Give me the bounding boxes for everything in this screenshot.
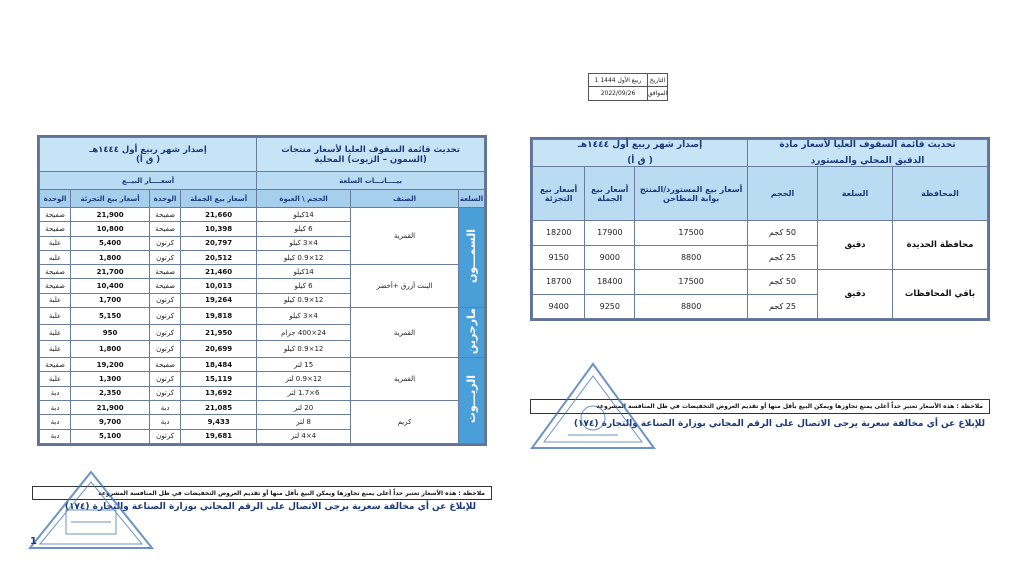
hijri-date-label: التاريخ — [647, 74, 667, 86]
size-cell: 12×0.9 كيلو — [257, 341, 351, 358]
left-table-issue — [40, 138, 257, 172]
unit-cell: دبة — [150, 415, 181, 429]
unit-cell: كرتون — [150, 324, 181, 341]
retail-cell: 5,150 — [71, 308, 150, 325]
retail-cell: 9,700 — [71, 415, 150, 429]
size-cell: 12×0.9 لتر — [257, 372, 351, 386]
table-row — [40, 358, 485, 372]
size-cell: 14كيلو — [257, 265, 351, 279]
col-unit-retail: الوحدة — [40, 190, 71, 208]
left-note: ملاحظة : هذه الأسعار تعتبر حداً أعلى يمنع تجاوزها ويمكن البيع بأقل منها أو تقديم العروض التخفيضات في ظل المنافسة المشروعة — [32, 486, 492, 500]
unit-cell: علبة — [40, 324, 71, 341]
table-row — [40, 308, 485, 325]
retail-cell: 5,400 — [71, 236, 150, 250]
left-title-line1: تحديث قائمة السقوف العليا لأسعار منتجات — [281, 144, 460, 155]
size-cell: 12×0.9 كيلو — [257, 250, 351, 264]
size-cell: 24×400 جرام — [257, 324, 351, 341]
size-cell: 50 كجم — [748, 270, 818, 295]
date-box — [588, 73, 668, 101]
category-label — [459, 358, 485, 444]
category-text: الزيـــوت — [465, 374, 478, 424]
retail-cell: 21,700 — [71, 265, 150, 279]
size-cell: 6 كيلو — [257, 279, 351, 293]
unit-cell: صفيحة — [40, 222, 71, 236]
wholesale-cell: 20,512 — [181, 250, 257, 264]
retail-cell: 9150 — [533, 245, 585, 270]
variety-cell: القمرية — [351, 308, 459, 358]
unit-cell: كرتون — [150, 236, 181, 250]
wholesale-cell: 19,818 — [181, 308, 257, 325]
gregorian-date-label: الموافق — [647, 87, 667, 100]
size-cell: 20 لتر — [257, 401, 351, 415]
wholesale-cell: 21,085 — [181, 401, 257, 415]
category-text: مارجرين — [465, 308, 478, 355]
unit-cell: صفيحة — [150, 265, 181, 279]
retail-cell: 2,350 — [71, 386, 150, 400]
category-label — [459, 308, 485, 358]
governorate-cell: باقي المحافظات — [893, 270, 988, 319]
wholesale-cell: 20,797 — [181, 236, 257, 250]
wholesale-cell: 21,660 — [181, 208, 257, 222]
retail-cell: 19,200 — [71, 358, 150, 372]
unit-cell: دبة — [40, 429, 71, 443]
left-title-line2: (السمون – الزيوت) المحلية — [314, 154, 427, 165]
unit-cell: دبة — [40, 401, 71, 415]
mill-cell: 17500 — [635, 221, 748, 246]
wholesale-cell: 9000 — [585, 245, 635, 270]
table-row — [40, 265, 485, 279]
retail-cell: 21,900 — [71, 401, 150, 415]
retail-cell: 18200 — [533, 221, 585, 246]
unit-cell: كرتون — [150, 429, 181, 443]
unit-cell: دبة — [150, 401, 181, 415]
left-currency: ( ق أ) — [135, 154, 161, 165]
retail-cell: 1,300 — [71, 372, 150, 386]
commodity-cell: دقيق — [818, 270, 893, 319]
right-table-title — [748, 140, 988, 167]
hijri-date-value: 1 ربيع الأول 1444 — [594, 76, 642, 84]
unit-cell: صفيحة — [40, 265, 71, 279]
variety-cell: القمرية — [351, 208, 459, 265]
mill-cell: 8800 — [635, 294, 748, 319]
table-row — [40, 208, 485, 222]
flour-price-table — [530, 137, 990, 321]
variety-cell: كريم — [351, 401, 459, 444]
wholesale-cell: 19,681 — [181, 429, 257, 443]
wholesale-cell: 18,484 — [181, 358, 257, 372]
governorate-cell: محافظة الحديدة — [893, 221, 988, 270]
unit-cell: كرتون — [150, 308, 181, 325]
wholesale-cell: 21,950 — [181, 324, 257, 341]
col-variety: الصنف — [351, 190, 459, 208]
unit-cell: علبة — [40, 308, 71, 325]
col-governorate: المحافظة — [893, 167, 988, 221]
retail-cell: 21,900 — [71, 208, 150, 222]
wholesale-cell: 21,460 — [181, 265, 257, 279]
retail-cell: 950 — [71, 324, 150, 341]
right-currency: ( ق أ) — [627, 156, 653, 166]
retail-cell: 18700 — [533, 270, 585, 295]
variety-cell: البنت أزرق +أخضر — [351, 265, 459, 308]
variety-cell: القمرية — [351, 358, 459, 401]
page-number: 1 — [30, 536, 37, 547]
category-label — [459, 208, 485, 308]
col-retail-r: أسعار بيع التجزئة — [533, 167, 585, 221]
product-group-header: بيــــانـــات السلعة — [257, 172, 485, 190]
col-wholesale-r: أسعار بيع الجملة — [585, 167, 635, 221]
col-size-r: الحجم — [748, 167, 818, 221]
unit-cell: صفيحة — [40, 358, 71, 372]
unit-cell: صفيحة — [150, 208, 181, 222]
oils-ghee-price-table — [37, 135, 487, 446]
size-cell: 12×0.9 كيلو — [257, 293, 351, 307]
wholesale-cell: 10,398 — [181, 222, 257, 236]
size-cell: 6×1.7 لتر — [257, 386, 351, 400]
wholesale-cell: 15,119 — [181, 372, 257, 386]
ministry-stamp-left — [26, 468, 156, 553]
col-retail: أسعار بيع التجزئة — [71, 190, 150, 208]
size-cell: 8 لتر — [257, 415, 351, 429]
unit-cell: كرتون — [150, 372, 181, 386]
size-cell: 4×4 لتر — [257, 429, 351, 443]
mill-cell: 8800 — [635, 245, 748, 270]
mill-cell: 17500 — [635, 270, 748, 295]
unit-cell: دبة — [40, 386, 71, 400]
unit-cell: علبه — [40, 250, 71, 264]
unit-cell: صفيحة — [150, 279, 181, 293]
unit-cell: صفيحة — [150, 222, 181, 236]
right-title-line1: تحديث قائمة السقوف العليا لأسعار مادة — [779, 140, 956, 150]
unit-cell: صفيحة — [40, 279, 71, 293]
unit-cell: صفيحة — [150, 358, 181, 372]
size-cell: 15 لتر — [257, 358, 351, 372]
wholesale-cell: 10,013 — [181, 279, 257, 293]
col-wholesale: أسعار بيع الجملة — [181, 190, 257, 208]
unit-cell: علبة — [40, 236, 71, 250]
right-title-line2: الدقيق المحلي والمستورد — [810, 156, 925, 166]
wholesale-cell: 13,692 — [181, 386, 257, 400]
size-cell: 4×3 كيلو — [257, 236, 351, 250]
retail-cell: 10,400 — [71, 279, 150, 293]
commodity-cell: دقيق — [818, 221, 893, 270]
left-report-line: للإبلاغ عن أي مخالفة سعرية يرجى الاتصال على الرقم المجاني بوزارة الصناعة والتجارة (١٧٤) — [64, 502, 476, 512]
right-issue-text: إصدار شهر ربيع أول ١٤٤٤هـ — [577, 140, 703, 150]
wholesale-cell: 9,433 — [181, 415, 257, 429]
table-row — [533, 221, 988, 246]
wholesale-cell: 20,699 — [181, 341, 257, 358]
wholesale-cell: 19,264 — [181, 293, 257, 307]
size-cell: 25 كجم — [748, 294, 818, 319]
retail-cell: 1,800 — [71, 250, 150, 264]
size-cell: 25 كجم — [748, 245, 818, 270]
right-note: ملاحظة : هذه الأسعار تعتبر حداً أعلى يمنع تجاوزها ويمكن البيع بأقل منها أو تقديم العروض التخفيضات في ظل المنافسة المشروعة — [530, 399, 990, 414]
size-cell: 50 كجم — [748, 221, 818, 246]
right-report-line: للإبلاغ عن أي مخالفة سعرية يرجى الاتصال على الرقم المجاني بوزارة الصناعة والتجارة (١٧٤) — [573, 419, 985, 429]
retail-cell: 1,700 — [71, 293, 150, 307]
col-unit-wholesale: الوحدة — [150, 190, 181, 208]
retail-cell: 5,100 — [71, 429, 150, 443]
unit-cell: علبة — [40, 372, 71, 386]
retail-cell: 1,800 — [71, 341, 150, 358]
unit-cell: كرتون — [150, 293, 181, 307]
right-table-issue — [533, 140, 748, 167]
unit-cell: كرتون — [150, 386, 181, 400]
wholesale-cell: 9250 — [585, 294, 635, 319]
retail-cell: 9400 — [533, 294, 585, 319]
col-mill-gate: أسعار بيع المستورد/المنتج بوابة المطاحن — [635, 167, 748, 221]
col-commodity-r: السلعة — [818, 167, 893, 221]
table-row — [40, 401, 485, 415]
unit-cell: كرتون — [150, 341, 181, 358]
col-size: الحجم \ العبوة — [257, 190, 351, 208]
unit-cell: علبة — [40, 341, 71, 358]
ministry-stamp-right — [528, 360, 658, 455]
retail-cell: 10,800 — [71, 222, 150, 236]
col-commodity: السلعة — [459, 190, 485, 208]
prices-group-header: أسعــــار البيــع — [40, 172, 257, 190]
category-text: السمـــون — [465, 229, 478, 284]
size-cell: 6 كيلو — [257, 222, 351, 236]
gregorian-date-value: 2022/09/26 — [600, 90, 636, 97]
unit-cell: كرتون — [150, 250, 181, 264]
table-row — [533, 270, 988, 295]
left-table-title — [257, 138, 485, 172]
size-cell: 14كيلو — [257, 208, 351, 222]
wholesale-cell: 17900 — [585, 221, 635, 246]
unit-cell: علبة — [40, 293, 71, 307]
left-issue-text: إصدار شهر ربيع أول ١٤٤٤هـ — [89, 144, 207, 155]
wholesale-cell: 18400 — [585, 270, 635, 295]
unit-cell: دبة — [40, 415, 71, 429]
unit-cell: صفيحة — [40, 208, 71, 222]
size-cell: 4×3 كيلو — [257, 308, 351, 325]
